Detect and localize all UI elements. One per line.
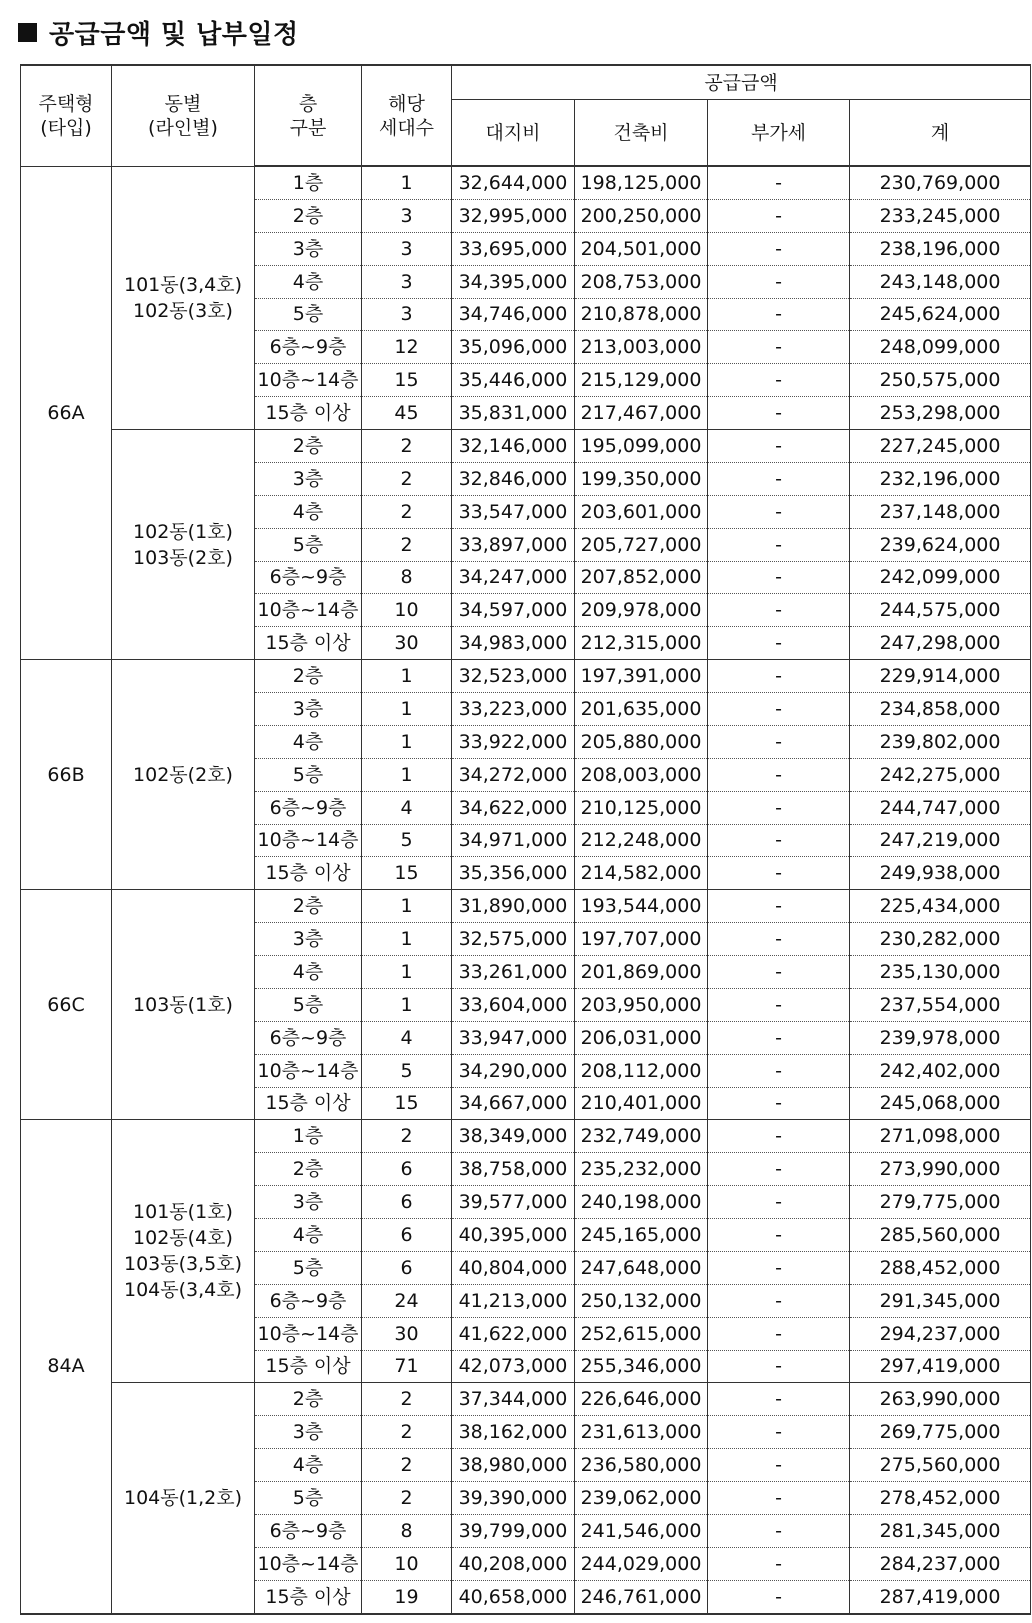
floor-cell: 4층: [255, 725, 362, 758]
land-price-cell: 33,947,000: [452, 1021, 575, 1054]
total-price-cell: 247,298,000: [850, 627, 1031, 660]
build-price-cell: 210,125,000: [575, 791, 708, 824]
units-cell: 2: [362, 1383, 452, 1416]
floor-cell: 5층: [255, 298, 362, 331]
floor-cell: 10층~14층: [255, 594, 362, 627]
total-price-cell: 247,219,000: [850, 824, 1031, 857]
units-cell: 5: [362, 824, 452, 857]
vat-cell: -: [708, 199, 850, 232]
vat-cell: -: [708, 1350, 850, 1383]
land-price-cell: 34,395,000: [452, 265, 575, 298]
dong-cell: 101동(1호) 102동(4호) 103동(3,5호) 104동(3,4호): [112, 1120, 255, 1383]
total-price-cell: 263,990,000: [850, 1383, 1031, 1416]
units-cell: 2: [362, 528, 452, 561]
total-price-cell: 250,575,000: [850, 364, 1031, 397]
land-price-cell: 34,983,000: [452, 627, 575, 660]
vat-cell: -: [708, 1251, 850, 1284]
total-price-cell: 281,345,000: [850, 1514, 1031, 1547]
vat-cell: -: [708, 1547, 850, 1580]
vat-cell: -: [708, 956, 850, 989]
total-price-cell: 278,452,000: [850, 1482, 1031, 1515]
table-row: [21, 1383, 1031, 1416]
units-cell: 15: [362, 1087, 452, 1120]
table-row: [21, 890, 1031, 923]
build-price-cell: 206,031,000: [575, 1021, 708, 1054]
vat-cell: -: [708, 528, 850, 561]
floor-cell: 15층 이상: [255, 857, 362, 890]
units-cell: 3: [362, 265, 452, 298]
total-price-cell: 237,554,000: [850, 988, 1031, 1021]
total-price-cell: 237,148,000: [850, 495, 1031, 528]
floor-cell: 15층 이상: [255, 627, 362, 660]
type-cell: 66B: [21, 660, 112, 890]
header-build: 건축비: [575, 100, 708, 167]
vat-cell: -: [708, 693, 850, 726]
vat-cell: -: [708, 824, 850, 857]
floor-cell: 10층~14층: [255, 824, 362, 857]
build-price-cell: 244,029,000: [575, 1547, 708, 1580]
vat-cell: -: [708, 265, 850, 298]
vat-cell: -: [708, 495, 850, 528]
table-row: [21, 660, 1031, 693]
floor-cell: 15층 이상: [255, 1350, 362, 1383]
land-price-cell: 40,658,000: [452, 1580, 575, 1613]
vat-cell: -: [708, 725, 850, 758]
units-cell: 3: [362, 232, 452, 265]
dong-cell: 104동(1,2호): [112, 1383, 255, 1614]
build-price-cell: 197,391,000: [575, 660, 708, 693]
total-price-cell: 288,452,000: [850, 1251, 1031, 1284]
build-price-cell: 198,125,000: [575, 166, 708, 199]
units-cell: 2: [362, 1482, 452, 1515]
vat-cell: -: [708, 627, 850, 660]
land-price-cell: 40,804,000: [452, 1251, 575, 1284]
total-price-cell: 253,298,000: [850, 397, 1031, 430]
land-price-cell: 35,446,000: [452, 364, 575, 397]
units-cell: 8: [362, 1514, 452, 1547]
units-cell: 4: [362, 1021, 452, 1054]
vat-cell: -: [708, 561, 850, 594]
build-price-cell: 241,546,000: [575, 1514, 708, 1547]
build-price-cell: 210,401,000: [575, 1087, 708, 1120]
total-price-cell: 269,775,000: [850, 1416, 1031, 1449]
build-price-cell: 200,250,000: [575, 199, 708, 232]
land-price-cell: 32,644,000: [452, 166, 575, 199]
total-price-cell: 242,275,000: [850, 758, 1031, 791]
vat-cell: -: [708, 1186, 850, 1219]
dong-cell: 101동(3,4호) 102동(3호): [112, 166, 255, 430]
land-price-cell: 32,575,000: [452, 923, 575, 956]
vat-cell: -: [708, 430, 850, 463]
land-price-cell: 39,799,000: [452, 1514, 575, 1547]
units-cell: 15: [362, 364, 452, 397]
floor-cell: 2층: [255, 660, 362, 693]
land-price-cell: 33,897,000: [452, 528, 575, 561]
type-cell: 66C: [21, 890, 112, 1120]
build-price-cell: 245,165,000: [575, 1219, 708, 1252]
floor-cell: 2층: [255, 1383, 362, 1416]
units-cell: 2: [362, 1120, 452, 1153]
build-price-cell: 231,613,000: [575, 1416, 708, 1449]
floor-cell: 10층~14층: [255, 364, 362, 397]
build-price-cell: 252,615,000: [575, 1317, 708, 1350]
floor-cell: 3층: [255, 232, 362, 265]
build-price-cell: 247,648,000: [575, 1251, 708, 1284]
total-price-cell: 249,938,000: [850, 857, 1031, 890]
land-price-cell: 34,597,000: [452, 594, 575, 627]
land-price-cell: 34,247,000: [452, 561, 575, 594]
vat-cell: -: [708, 1580, 850, 1613]
units-cell: 1: [362, 956, 452, 989]
total-price-cell: 230,282,000: [850, 923, 1031, 956]
build-price-cell: 210,878,000: [575, 298, 708, 331]
units-cell: 10: [362, 1547, 452, 1580]
floor-cell: 5층: [255, 1482, 362, 1515]
build-price-cell: 208,753,000: [575, 265, 708, 298]
floor-cell: 6층~9층: [255, 1284, 362, 1317]
land-price-cell: 39,577,000: [452, 1186, 575, 1219]
units-cell: 30: [362, 1317, 452, 1350]
vat-cell: -: [708, 791, 850, 824]
vat-cell: -: [708, 890, 850, 923]
floor-cell: 2층: [255, 199, 362, 232]
floor-cell: 5층: [255, 758, 362, 791]
land-price-cell: 38,349,000: [452, 1120, 575, 1153]
land-price-cell: 41,622,000: [452, 1317, 575, 1350]
build-price-cell: 212,248,000: [575, 824, 708, 857]
build-price-cell: 246,761,000: [575, 1580, 708, 1613]
units-cell: 3: [362, 298, 452, 331]
total-price-cell: 227,245,000: [850, 430, 1031, 463]
floor-cell: 3층: [255, 923, 362, 956]
total-price-cell: 234,858,000: [850, 693, 1031, 726]
build-price-cell: 201,869,000: [575, 956, 708, 989]
units-cell: 6: [362, 1153, 452, 1186]
land-price-cell: 33,922,000: [452, 725, 575, 758]
header-dong: 동별 (라인별): [112, 65, 255, 166]
floor-cell: 5층: [255, 1251, 362, 1284]
build-price-cell: 197,707,000: [575, 923, 708, 956]
vat-cell: -: [708, 397, 850, 430]
build-price-cell: 203,601,000: [575, 495, 708, 528]
floor-cell: 10층~14층: [255, 1317, 362, 1350]
build-price-cell: 212,315,000: [575, 627, 708, 660]
floor-cell: 3층: [255, 1416, 362, 1449]
floor-cell: 15층 이상: [255, 1580, 362, 1613]
vat-cell: -: [708, 988, 850, 1021]
land-price-cell: 34,622,000: [452, 791, 575, 824]
land-price-cell: 32,146,000: [452, 430, 575, 463]
floor-cell: 5층: [255, 528, 362, 561]
units-cell: 1: [362, 988, 452, 1021]
vat-cell: -: [708, 1317, 850, 1350]
floor-cell: 3층: [255, 462, 362, 495]
total-price-cell: 285,560,000: [850, 1219, 1031, 1252]
total-price-cell: 275,560,000: [850, 1449, 1031, 1482]
table-row: [21, 1120, 1031, 1153]
land-price-cell: 35,831,000: [452, 397, 575, 430]
vat-cell: -: [708, 1120, 850, 1153]
table-row: [21, 430, 1031, 463]
vat-cell: -: [708, 331, 850, 364]
land-price-cell: 35,356,000: [452, 857, 575, 890]
land-price-cell: 34,272,000: [452, 758, 575, 791]
build-price-cell: 217,467,000: [575, 397, 708, 430]
land-price-cell: 33,261,000: [452, 956, 575, 989]
vat-cell: -: [708, 166, 850, 199]
total-price-cell: 284,237,000: [850, 1547, 1031, 1580]
units-cell: 10: [362, 594, 452, 627]
total-price-cell: 297,419,000: [850, 1350, 1031, 1383]
type-cell: 66A: [21, 166, 112, 660]
units-cell: 4: [362, 791, 452, 824]
units-cell: 19: [362, 1580, 452, 1613]
build-price-cell: 199,350,000: [575, 462, 708, 495]
total-price-cell: 230,769,000: [850, 166, 1031, 199]
vat-cell: -: [708, 758, 850, 791]
build-price-cell: 215,129,000: [575, 364, 708, 397]
total-price-cell: 232,196,000: [850, 462, 1031, 495]
total-price-cell: 235,130,000: [850, 956, 1031, 989]
land-price-cell: 38,758,000: [452, 1153, 575, 1186]
land-price-cell: 33,695,000: [452, 232, 575, 265]
units-cell: 1: [362, 693, 452, 726]
total-price-cell: 245,068,000: [850, 1087, 1031, 1120]
floor-cell: 10층~14층: [255, 1054, 362, 1087]
vat-cell: -: [708, 1284, 850, 1317]
section-title: [18, 14, 299, 51]
land-price-cell: 40,395,000: [452, 1219, 575, 1252]
units-cell: 71: [362, 1350, 452, 1383]
units-cell: 3: [362, 199, 452, 232]
build-price-cell: 213,003,000: [575, 331, 708, 364]
land-price-cell: 41,213,000: [452, 1284, 575, 1317]
total-price-cell: 238,196,000: [850, 232, 1031, 265]
floor-cell: 1층: [255, 1120, 362, 1153]
land-price-cell: 39,390,000: [452, 1482, 575, 1515]
header-type: 주택형 (타입): [21, 65, 112, 166]
type-cell: 84A: [21, 1120, 112, 1614]
vat-cell: -: [708, 298, 850, 331]
floor-cell: 6층~9층: [255, 561, 362, 594]
build-price-cell: 232,749,000: [575, 1120, 708, 1153]
header-supply: 공급금액: [452, 65, 1031, 100]
build-price-cell: 239,062,000: [575, 1482, 708, 1515]
land-price-cell: 32,995,000: [452, 199, 575, 232]
units-cell: 30: [362, 627, 452, 660]
floor-cell: 4층: [255, 956, 362, 989]
total-price-cell: 279,775,000: [850, 1186, 1031, 1219]
total-price-cell: 233,245,000: [850, 199, 1031, 232]
table-body: [21, 166, 1031, 1614]
land-price-cell: 32,523,000: [452, 660, 575, 693]
vat-cell: -: [708, 1416, 850, 1449]
floor-cell: 5층: [255, 988, 362, 1021]
build-price-cell: 201,635,000: [575, 693, 708, 726]
land-price-cell: 34,667,000: [452, 1087, 575, 1120]
floor-cell: 15층 이상: [255, 397, 362, 430]
total-price-cell: 242,099,000: [850, 561, 1031, 594]
total-price-cell: 244,575,000: [850, 594, 1031, 627]
land-price-cell: 33,547,000: [452, 495, 575, 528]
vat-cell: -: [708, 1054, 850, 1087]
total-price-cell: 271,098,000: [850, 1120, 1031, 1153]
build-price-cell: 203,950,000: [575, 988, 708, 1021]
dong-cell: 103동(1호): [112, 890, 255, 1120]
floor-cell: 2층: [255, 430, 362, 463]
floor-cell: 3층: [255, 1186, 362, 1219]
vat-cell: -: [708, 1021, 850, 1054]
build-price-cell: 208,112,000: [575, 1054, 708, 1087]
floor-cell: 6층~9층: [255, 1514, 362, 1547]
total-price-cell: 239,978,000: [850, 1021, 1031, 1054]
units-cell: 1: [362, 725, 452, 758]
floor-cell: 4층: [255, 1449, 362, 1482]
vat-cell: -: [708, 364, 850, 397]
floor-cell: 10층~14층: [255, 1547, 362, 1580]
build-price-cell: 214,582,000: [575, 857, 708, 890]
total-price-cell: 242,402,000: [850, 1054, 1031, 1087]
land-price-cell: 31,890,000: [452, 890, 575, 923]
units-cell: 5: [362, 1054, 452, 1087]
units-cell: 1: [362, 166, 452, 199]
vat-cell: -: [708, 857, 850, 890]
vat-cell: -: [708, 594, 850, 627]
total-price-cell: 245,624,000: [850, 298, 1031, 331]
total-price-cell: 229,914,000: [850, 660, 1031, 693]
supply-price-table: [20, 64, 1031, 1615]
total-price-cell: 291,345,000: [850, 1284, 1031, 1317]
header-vat: 부가세: [708, 100, 850, 167]
header-floor: 층 구분: [255, 65, 362, 166]
total-price-cell: 294,237,000: [850, 1317, 1031, 1350]
build-price-cell: 195,099,000: [575, 430, 708, 463]
floor-cell: 15층 이상: [255, 1087, 362, 1120]
vat-cell: -: [708, 1449, 850, 1482]
units-cell: 6: [362, 1186, 452, 1219]
units-cell: 15: [362, 857, 452, 890]
vat-cell: -: [708, 1087, 850, 1120]
floor-cell: 4층: [255, 1219, 362, 1252]
floor-cell: 4층: [255, 265, 362, 298]
floor-cell: 3층: [255, 693, 362, 726]
units-cell: 6: [362, 1219, 452, 1252]
floor-cell: 6층~9층: [255, 1021, 362, 1054]
units-cell: 2: [362, 430, 452, 463]
land-price-cell: 33,223,000: [452, 693, 575, 726]
table-header: [21, 65, 1031, 166]
square-bullet-icon: [18, 23, 37, 42]
units-cell: 1: [362, 758, 452, 791]
dong-cell: 102동(2호): [112, 660, 255, 890]
vat-cell: -: [708, 923, 850, 956]
floor-cell: 2층: [255, 1153, 362, 1186]
build-price-cell: 204,501,000: [575, 232, 708, 265]
land-price-cell: 38,162,000: [452, 1416, 575, 1449]
total-price-cell: 239,802,000: [850, 725, 1031, 758]
land-price-cell: 33,604,000: [452, 988, 575, 1021]
floor-cell: 1층: [255, 166, 362, 199]
land-price-cell: 34,746,000: [452, 298, 575, 331]
vat-cell: -: [708, 1219, 850, 1252]
build-price-cell: 236,580,000: [575, 1449, 708, 1482]
build-price-cell: 209,978,000: [575, 594, 708, 627]
build-price-cell: 207,852,000: [575, 561, 708, 594]
build-price-cell: 255,346,000: [575, 1350, 708, 1383]
land-price-cell: 38,980,000: [452, 1449, 575, 1482]
build-price-cell: 226,646,000: [575, 1383, 708, 1416]
floor-cell: 2층: [255, 890, 362, 923]
units-cell: 45: [362, 397, 452, 430]
vat-cell: -: [708, 462, 850, 495]
total-price-cell: 273,990,000: [850, 1153, 1031, 1186]
vat-cell: -: [708, 1153, 850, 1186]
vat-cell: -: [708, 660, 850, 693]
land-price-cell: 34,971,000: [452, 824, 575, 857]
header-units: 해당 세대수: [362, 65, 452, 166]
land-price-cell: 37,344,000: [452, 1383, 575, 1416]
land-price-cell: 35,096,000: [452, 331, 575, 364]
floor-cell: 6층~9층: [255, 791, 362, 824]
units-cell: 2: [362, 1449, 452, 1482]
total-price-cell: 248,099,000: [850, 331, 1031, 364]
floor-cell: 6층~9층: [255, 331, 362, 364]
section-title-text: 공급금액 및 납부일정: [49, 20, 299, 50]
total-price-cell: 243,148,000: [850, 265, 1031, 298]
total-price-cell: 239,624,000: [850, 528, 1031, 561]
vat-cell: -: [708, 1482, 850, 1515]
build-price-cell: 193,544,000: [575, 890, 708, 923]
floor-cell: 4층: [255, 495, 362, 528]
total-price-cell: 225,434,000: [850, 890, 1031, 923]
vat-cell: -: [708, 1514, 850, 1547]
build-price-cell: 235,232,000: [575, 1153, 708, 1186]
units-cell: 2: [362, 495, 452, 528]
units-cell: 2: [362, 462, 452, 495]
build-price-cell: 205,880,000: [575, 725, 708, 758]
units-cell: 1: [362, 890, 452, 923]
units-cell: 12: [362, 331, 452, 364]
land-price-cell: 34,290,000: [452, 1054, 575, 1087]
vat-cell: -: [708, 232, 850, 265]
total-price-cell: 244,747,000: [850, 791, 1031, 824]
land-price-cell: 42,073,000: [452, 1350, 575, 1383]
units-cell: 2: [362, 1416, 452, 1449]
units-cell: 1: [362, 660, 452, 693]
build-price-cell: 240,198,000: [575, 1186, 708, 1219]
units-cell: 24: [362, 1284, 452, 1317]
units-cell: 1: [362, 923, 452, 956]
table-row: [21, 166, 1031, 199]
build-price-cell: 250,132,000: [575, 1284, 708, 1317]
vat-cell: -: [708, 1383, 850, 1416]
build-price-cell: 208,003,000: [575, 758, 708, 791]
header-total: 계: [850, 100, 1031, 167]
header-land: 대지비: [452, 100, 575, 167]
units-cell: 6: [362, 1251, 452, 1284]
build-price-cell: 205,727,000: [575, 528, 708, 561]
total-price-cell: 287,419,000: [850, 1580, 1031, 1613]
land-price-cell: 32,846,000: [452, 462, 575, 495]
units-cell: 8: [362, 561, 452, 594]
land-price-cell: 40,208,000: [452, 1547, 575, 1580]
dong-cell: 102동(1호) 103동(2호): [112, 430, 255, 660]
